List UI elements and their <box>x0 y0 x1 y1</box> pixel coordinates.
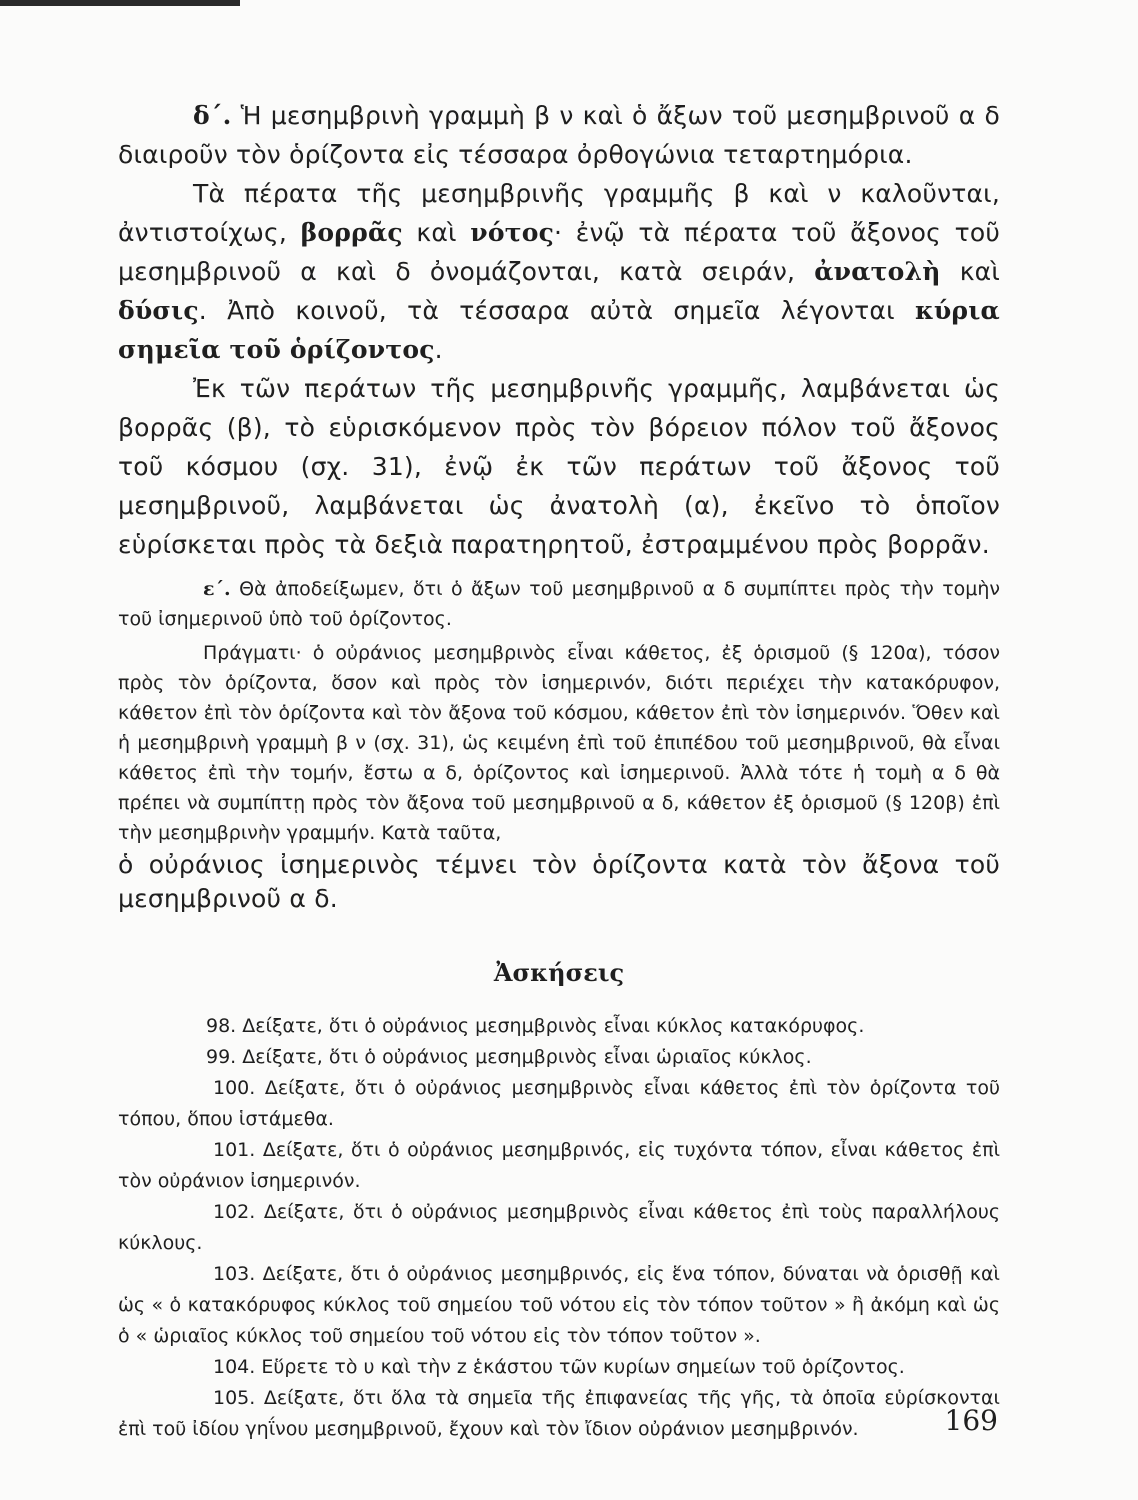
exercise-text: Δείξατε, ὅτι ὁ οὐράνιος μεσημβρινός, εἰς ἕνα τόπον, δύναται νὰ ὁρισθῇ καὶ ὡς « ὁ κατακόρυφος κύκλος τοῦ σημείου τοῦ νότου εἰς τὸν τόπον τοῦτον » ἢ ἀκόμη καὶ ὡς ὁ « ὡριαῖος κύκλος τοῦ σημείου τοῦ νότου εἰς τὸν τόπον τοῦτον ». <box>118 1263 1000 1347</box>
exercise-number: 101. <box>213 1139 256 1161</box>
text-span: Τὰ πέρατα τῆς μεσημβρινῆς γραμμῆς β καὶ ν καλοῦνται, ἀντιστοίχως, <box>118 179 1000 247</box>
exercise-item <box>118 1011 1000 1042</box>
text-span: καὶ <box>940 257 1001 286</box>
exercise-text: Δείξατε, ὅτι ὁ οὐράνιος μεσημβρινὸς εἶναι κάθετος ἐπὶ τοὺς παραλλήλους κύκλους. <box>118 1201 1000 1254</box>
exercises-list <box>118 1011 1000 1445</box>
section-delta-paragraph-1 <box>118 96 1000 174</box>
exercise-number: 100. <box>213 1077 256 1099</box>
text-span: · ἐνῷ τὰ πέρατα τοῦ ἄξονος τοῦ μεσημβρινοῦ α καὶ δ ὀνομάζονται, κατὰ σειράν, <box>118 218 1000 286</box>
exercise-text: Δείξατε, ὅτι ὁ οὐράνιος μεσημβρινὸς εἶναι ὡριαῖος κύκλος. <box>242 1046 812 1068</box>
section-delta-label: δ΄. <box>193 101 232 130</box>
term-dysis: δύσις <box>118 296 199 325</box>
section-epsilon-conclusion: ὁ οὐράνιος ἰσημερινὸς τέμνει τὸν ὁρίζοντα κατὰ τὸν ἄξονα τοῦ μεσημβρινοῦ α δ. <box>118 850 1000 913</box>
section-epsilon-paragraph-2: Πράγματι· ὁ οὐράνιος μεσημβρινὸς εἶναι κάθετος, ἐξ ὁρισμοῦ (§ 120α), τόσον πρὸς τὸν ὁρίζοντα, ὅσον καὶ πρὸς τὸν ἰσημερινόν, διότι περιέχει τὴν κατακόρυφον, κάθετον ἐπὶ τὸν ὁρίζοντα καὶ τὸν ἄξονα τοῦ κόσμου, κάθετον ἐπὶ τὸν ἰσημερινόν. Ὅθεν καὶ ἡ μεσημβρινὴ γραμμὴ β ν (σχ. 31), ὡς κειμένη ἐπὶ τοῦ ἐπιπέδου τοῦ μεσημβρινοῦ, θὰ εἶναι κάθετος ἐπὶ τὴν τομήν, ἔστω α δ, ὁρίζοντος καὶ ἰσημερινοῦ. Ἀλλὰ τότε ἡ τομὴ α δ θὰ πρέπει νὰ συμπίπτῃ πρὸς τὸν ἄξονα τοῦ μεσημβρινοῦ α δ, κάθετον ἐξ ὁρισμοῦ (§ 120β) ἐπὶ τὴν μεσημβρινὴν γραμμήν. Κατὰ ταῦτα, <box>118 642 1000 844</box>
book-page <box>118 96 1000 1445</box>
term-borras: βορρᾶς <box>300 218 403 247</box>
text-span: . <box>434 335 443 364</box>
term-anatoli: ἀνατολὴ <box>814 257 941 286</box>
exercise-number: 99. <box>206 1046 237 1068</box>
exercise-item <box>118 1197 1000 1259</box>
exercise-text: Δείξατε, ὅτι ὅλα τὰ σημεῖα τῆς ἐπιφανείας τῆς γῆς, τὰ ὁποῖα εὑρίσκονται ἐπὶ τοῦ ἰδίου γηΐνου μεσημβρινοῦ, ἔχουν καὶ τὸν ἴδιον οὐράνιον μεσημβρινόν. <box>118 1387 1000 1440</box>
exercise-text: Δείξατε, ὅτι ὁ οὐράνιος μεσημβρινὸς εἶναι κάθετος ἐπὶ τὸν ὁρίζοντα τοῦ τόπου, ὅπου ἱστάμεθα. <box>118 1077 1000 1130</box>
exercise-item <box>118 1135 1000 1197</box>
section-epsilon <box>118 574 1000 848</box>
exercise-item <box>118 1352 1000 1383</box>
text-span: . Ἀπὸ κοινοῦ, τὰ τέσσαρα αὐτὰ σημεῖα λέγονται <box>198 296 915 325</box>
text-span: καὶ <box>402 218 471 247</box>
exercise-number: 102. <box>213 1201 256 1223</box>
section-delta-paragraph-2 <box>118 174 1000 369</box>
section-delta-paragraph-3: Ἐκ τῶν περάτων τῆς μεσημβρινῆς γραμμῆς, λαμβάνεται ὡς βορρᾶς (β), τὸ εὑρισκόμενον πρὸς τὸν βόρειον πόλον τοῦ ἄξονος τοῦ κόσμου (σχ. 31), ἐνῷ ἐκ τῶν περάτων τοῦ ἄξονος τοῦ μεσημβρινοῦ, λαμβάνεται ὡς ἀνατολὴ (α), ἐκεῖνο τὸ ὁποῖον εὑρίσκεται πρὸς τὰ δεξιὰ παρατηρητοῦ, ἐστραμμένου πρὸς βορρᾶν. <box>118 374 1000 559</box>
page-number: 169 <box>944 1404 998 1437</box>
exercise-number: 98. <box>206 1015 237 1037</box>
exercise-number: 104. <box>213 1356 256 1378</box>
section-delta <box>118 96 1000 564</box>
exercises-heading: Ἀσκήσεις <box>493 958 625 987</box>
exercise-text: Δείξατε, ὅτι ὁ οὐράνιος μεσημβρινὸς εἶναι κύκλος κατακόρυφος. <box>242 1015 865 1037</box>
exercise-item <box>118 1042 1000 1073</box>
exercise-item <box>118 1259 1000 1352</box>
section-epsilon-conclusion-block <box>118 848 1000 916</box>
exercise-text: Εὕρετε τὸ υ καὶ τὴν z ἑκάστου τῶν κυρίων σημείων τοῦ ὁρίζοντος. <box>261 1356 905 1378</box>
section-epsilon-paragraph-1 <box>118 574 1000 634</box>
section-epsilon-label: ε΄. <box>203 578 231 600</box>
scan-edge-mark <box>0 0 240 6</box>
exercise-number: 105. <box>213 1387 256 1409</box>
term-kyria-simeia: κύρια σημεῖα τοῦ ὁρίζοντος <box>118 296 1000 364</box>
exercise-number: 103. <box>213 1263 256 1285</box>
section-epsilon-text-1: Θὰ ἀποδείξωμεν, ὅτι ὁ ἄξων τοῦ μεσημβρινοῦ α δ συμπίπτει πρὸς τὴν τομὴν τοῦ ἰσημερινοῦ ὑπὸ τοῦ ὁρίζοντος. <box>118 578 1000 630</box>
section-delta-text-1: Ἡ μεσημβρινὴ γραμμὴ β ν καὶ ὁ ἄξων τοῦ μεσημβρινοῦ α δ διαιροῦν τὸν ὁρίζοντα εἰς τέσσαρα ὀρθογώνια τεταρτημόρια. <box>118 101 1000 169</box>
term-notos: νότος <box>470 218 555 247</box>
exercise-item <box>118 1073 1000 1135</box>
exercise-text: Δείξατε, ὅτι ὁ οὐράνιος μεσημβρινός, εἰς τυχόντα τόπον, εἶναι κάθετος ἐπὶ τὸν οὐράνιον ἰσημερινόν. <box>118 1139 1000 1192</box>
exercise-item <box>118 1383 1000 1445</box>
